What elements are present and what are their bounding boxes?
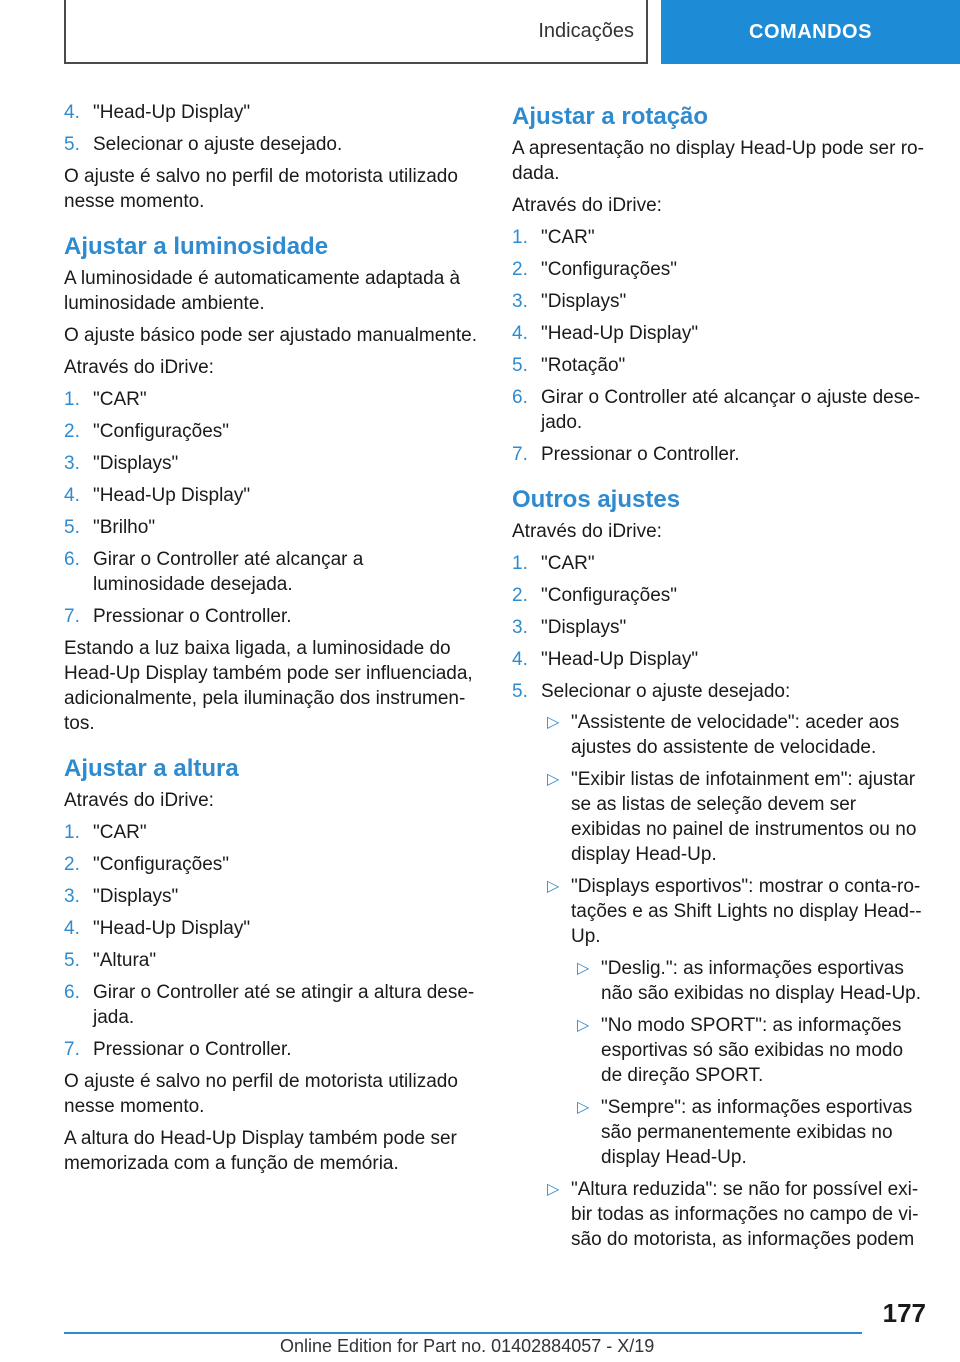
steps-list-rotation <box>512 225 926 467</box>
list-text: Girar o Controller até alcançar a luminosidade desejada. <box>93 549 364 595</box>
list-item <box>512 385 926 435</box>
paragraph: O ajuste básico pode ser ajustado manualmente. <box>64 325 477 346</box>
list-item <box>64 451 478 476</box>
bullet-item <box>541 1177 926 1252</box>
paragraph: Estando a luz baixa ligada, a luminosidade do Head-Up Display também pode ser influenciada, adicionalmente, pela iluminação dos instrumen-tos. <box>64 638 473 734</box>
list-number: 5. <box>64 134 80 155</box>
list-text: "CAR" <box>541 553 595 574</box>
list-number: 1. <box>512 553 528 574</box>
list-number: 4. <box>64 918 80 939</box>
list-item <box>64 419 478 444</box>
list-text: "Displays" <box>541 291 627 312</box>
list-text: "Head-Up Display" <box>93 102 251 123</box>
list-item <box>512 647 926 672</box>
footer-divider <box>64 1332 862 1334</box>
list-number: 5. <box>512 355 528 376</box>
bullet-text: "Exibir listas de infotainment em": ajustar se as listas de seleção devem ser exibidas no painel de instrumentos ou no display Head-Up. <box>571 769 917 865</box>
list-text: "Displays" <box>93 453 179 474</box>
paragraph: O ajuste é salvo no perfil de motorista utilizado nesse momento. <box>64 1071 458 1117</box>
list-item <box>64 820 478 845</box>
list-text: "Altura" <box>93 950 157 971</box>
list-text: Girar o Controller até se atingir a altura dese-jada. <box>93 982 475 1028</box>
list-item <box>512 583 926 608</box>
list-text: "Head-Up Display" <box>541 649 699 670</box>
list-number: 1. <box>64 389 80 410</box>
steps-list-other <box>512 551 926 1252</box>
list-item <box>64 916 478 941</box>
paragraph: O ajuste é salvo no perfil de motorista utilizado nesse momento. <box>64 166 458 212</box>
list-text: "CAR" <box>541 227 595 248</box>
list-text: "Displays" <box>93 886 179 907</box>
list-text: "Head-Up Display" <box>541 323 699 344</box>
list-text: "Configurações" <box>541 259 678 280</box>
options-list <box>541 710 926 1252</box>
list-item <box>64 1037 478 1062</box>
bullet-text: "Altura reduzida": se não for possível exi-bir todas as informações no campo de vi-são do motorista, as informações podem <box>571 1179 919 1250</box>
list-number: 7. <box>64 606 80 627</box>
steps-list-display <box>64 100 478 157</box>
list-text: "Head-Up Display" <box>93 485 251 506</box>
list-text: Pressionar o Controller. <box>93 606 292 627</box>
list-text: Pressionar o Controller. <box>541 444 740 465</box>
list-item <box>64 483 478 508</box>
paragraph: A apresentação no display Head-Up pode ser ro-dada. <box>512 138 924 184</box>
list-item <box>512 225 926 250</box>
paragraph: Através do iDrive: <box>512 521 662 542</box>
list-item <box>512 551 926 576</box>
list-number: 5. <box>64 517 80 538</box>
section-heading-rotation: Ajustar a rotação <box>512 103 709 130</box>
footer-edition-text: Online Edition for Part no. 01402884057 - X/19 <box>280 1336 655 1356</box>
triangle-bullet-icon: ▷ <box>577 1017 590 1034</box>
left-column <box>64 100 478 1183</box>
list-text: "Displays" <box>541 617 627 638</box>
list-item <box>64 547 478 597</box>
list-item <box>64 980 478 1030</box>
list-item <box>512 615 926 640</box>
list-item <box>512 679 926 1252</box>
section-heading-other: Outros ajustes <box>512 486 681 513</box>
list-number: 2. <box>512 585 528 606</box>
list-number: 1. <box>512 227 528 248</box>
list-number: 7. <box>64 1039 80 1060</box>
list-item <box>512 257 926 282</box>
list-item <box>64 604 478 629</box>
sub-bullet-item <box>571 1013 926 1088</box>
bullet-text: "Displays esportivos": mostrar o conta-ro-tações e as Shift Lights no display Head--Up. <box>571 876 922 947</box>
list-number: 5. <box>512 681 528 702</box>
list-number: 7. <box>512 444 528 465</box>
list-number: 3. <box>512 617 528 638</box>
list-item <box>512 321 926 346</box>
list-item <box>64 884 478 909</box>
list-number: 6. <box>64 982 80 1003</box>
list-number: 6. <box>512 387 528 408</box>
section-heading-brightness: Ajustar a luminosidade <box>64 233 329 260</box>
list-item <box>512 442 926 467</box>
paragraph: A altura do Head-Up Display também pode ser memorizada com a função de memória. <box>64 1128 457 1174</box>
bullet-item <box>541 874 926 1170</box>
list-number: 2. <box>512 259 528 280</box>
list-text: Selecionar o ajuste desejado. <box>93 134 343 155</box>
sub-bullet-item <box>571 956 926 1006</box>
list-text: "Head-Up Display" <box>93 918 251 939</box>
list-text: Selecionar o ajuste desejado: <box>541 681 791 702</box>
paragraph: Através do iDrive: <box>64 357 214 378</box>
right-column <box>512 100 926 1259</box>
list-text: "Configurações" <box>93 854 230 875</box>
bullet-text: "Assistente de velocidade": aceder aos ajustes do assistente de velocidade. <box>571 712 900 758</box>
bullet-text: "Deslig.": as informações esportivas não são exibidas no display Head-Up. <box>601 958 922 1004</box>
list-item <box>64 387 478 412</box>
paragraph: Através do iDrive: <box>512 195 662 216</box>
list-text: "CAR" <box>93 822 147 843</box>
header-chapter-title: COMANDOS <box>749 20 872 43</box>
list-text: Girar o Controller até alcançar o ajuste dese-jado. <box>541 387 921 433</box>
list-number: 1. <box>64 822 80 843</box>
list-text: "Configurações" <box>541 585 678 606</box>
list-item <box>64 515 478 540</box>
triangle-bullet-icon: ▷ <box>547 771 560 788</box>
list-number: 5. <box>64 950 80 971</box>
paragraph: Através do iDrive: <box>64 790 214 811</box>
list-text: "Configurações" <box>93 421 230 442</box>
header-section-tab <box>64 0 648 64</box>
header-chapter-tab <box>661 0 960 64</box>
section-heading-height: Ajustar a altura <box>64 755 239 782</box>
bullet-item <box>541 767 926 867</box>
bullet-text: "Sempre": as informações esportivas são permanentemente exibidas no display Head-Up. <box>601 1097 913 1168</box>
list-item <box>64 852 478 877</box>
triangle-bullet-icon: ▷ <box>547 1181 560 1198</box>
list-text: "Rotação" <box>541 355 626 376</box>
triangle-bullet-icon: ▷ <box>547 714 560 731</box>
triangle-bullet-icon: ▷ <box>577 1099 590 1116</box>
list-text: Pressionar o Controller. <box>93 1039 292 1060</box>
list-number: 4. <box>512 323 528 344</box>
paragraph: A luminosidade é automaticamente adaptada à luminosidade ambiente. <box>64 268 461 314</box>
list-number: 2. <box>64 421 80 442</box>
list-number: 6. <box>64 549 80 570</box>
list-item <box>512 353 926 378</box>
list-number: 4. <box>64 102 80 123</box>
sub-bullet-item <box>571 1095 926 1170</box>
page-number: 177 <box>882 1298 926 1328</box>
list-number: 4. <box>64 485 80 506</box>
bullet-item <box>541 710 926 760</box>
steps-list-height <box>64 820 478 1062</box>
list-item <box>512 289 926 314</box>
list-number: 4. <box>512 649 528 670</box>
triangle-bullet-icon: ▷ <box>547 878 560 895</box>
sub-options-list <box>571 956 926 1170</box>
steps-list-brightness <box>64 387 478 629</box>
list-number: 3. <box>64 886 80 907</box>
list-item <box>64 100 478 125</box>
list-text: "CAR" <box>93 389 147 410</box>
list-item <box>64 948 478 973</box>
list-number: 3. <box>64 453 80 474</box>
header-section-title: Indicações <box>538 19 634 42</box>
list-item <box>64 132 478 157</box>
list-number: 3. <box>512 291 528 312</box>
list-number: 2. <box>64 854 80 875</box>
triangle-bullet-icon: ▷ <box>577 960 590 977</box>
bullet-text: "No modo SPORT": as informações esportivas só são exibidas no modo de direção SPORT. <box>601 1015 904 1086</box>
list-text: "Brilho" <box>93 517 156 538</box>
